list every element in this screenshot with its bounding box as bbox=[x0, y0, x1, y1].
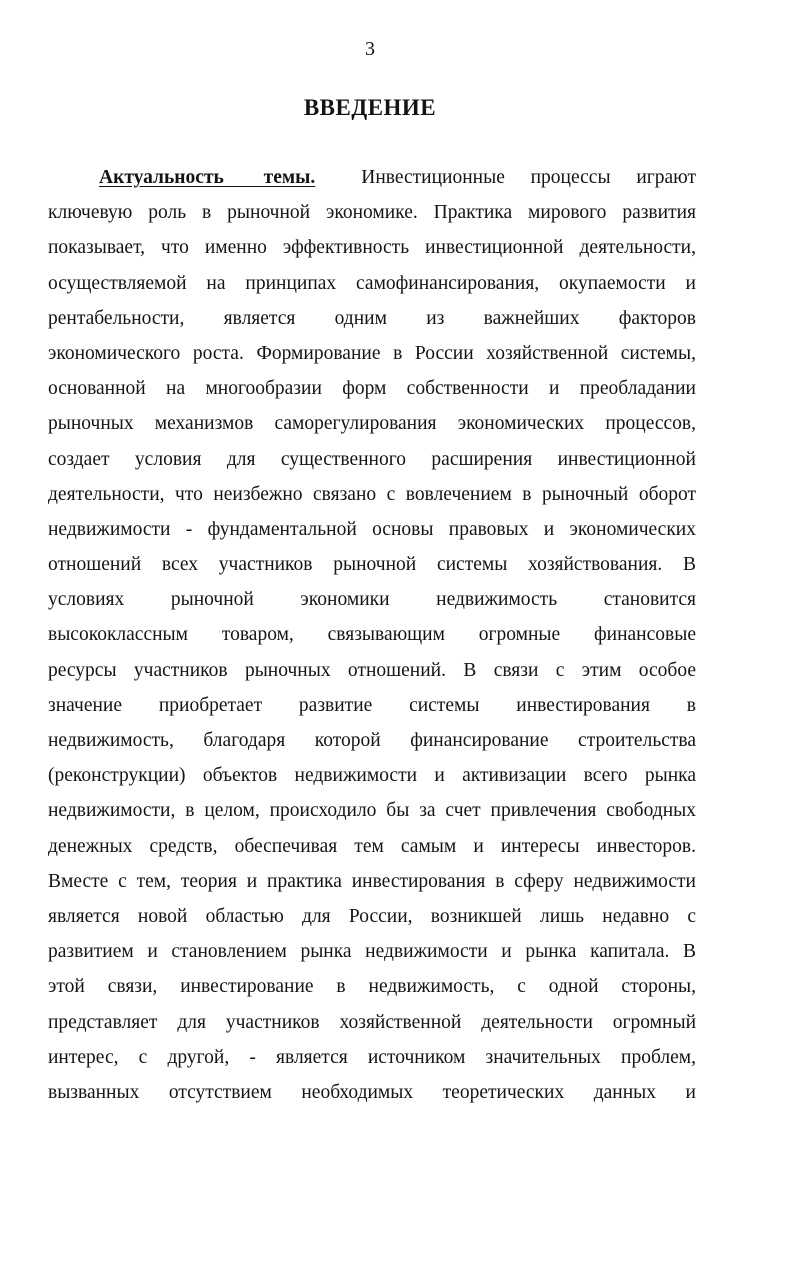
paragraph-line: ключевую роль в рыночной экономике. Практика мирового развития bbox=[48, 202, 696, 224]
paragraph-line: рыночных механизмов саморегулирования экономических процессов, bbox=[48, 413, 696, 435]
page-number: 3 bbox=[365, 38, 375, 60]
paragraph-line: деятельности, что неизбежно связано с вовлечением в рыночный оборот bbox=[48, 483, 696, 505]
paragraph-line: Вместе с тем, теория и практика инвестирования в сферу недвижимости bbox=[48, 870, 696, 892]
paragraph-line: условиях рыночной экономики недвижимость становится bbox=[48, 589, 696, 611]
lead-phrase: Актуальность темы. bbox=[99, 167, 316, 188]
paragraph-line: недвижимость, благодаря которой финансирование строительства bbox=[48, 730, 696, 751]
paragraph-line: этой связи, инвестирование в недвижимость, с одной стороны, bbox=[48, 976, 696, 998]
paragraph-first-line-text: Инвестиционные процессы играют bbox=[361, 167, 696, 188]
paragraph-line: значение приобретает развитие системы инвестирования в bbox=[48, 694, 696, 716]
paragraph-line: недвижимости, в целом, происходило бы за счет привлечения свободных bbox=[48, 800, 696, 822]
paragraph-line: высококлассным товаром, связывающим огромные финансовые bbox=[48, 624, 696, 646]
body-paragraph bbox=[48, 160, 696, 1110]
paragraph-line: рентабельности, является одним из важнейших факторов bbox=[48, 307, 696, 329]
paragraph-line: отношений всех участников рыночной системы хозяйствования. В bbox=[48, 554, 696, 576]
paragraph-line: экономического роста. Формирование в России хозяйственной системы, bbox=[48, 342, 696, 364]
paragraph-line: ресурсы участников рыночных отношений. В связи с этим особое bbox=[48, 659, 696, 681]
paragraph-line: показывает, что именно эффективность инвестиционной деятельности, bbox=[48, 237, 696, 259]
paragraph-line: является новой областью для России, возникшей лишь недавно с bbox=[48, 905, 696, 927]
paragraph-line: недвижимости - фундаментальной основы правовых и экономических bbox=[48, 518, 696, 540]
paragraph-line: интерес, с другой, - является источником значительных проблем, bbox=[48, 1046, 696, 1068]
paragraph-first-line bbox=[48, 160, 696, 195]
paragraph-line: (реконструкции) объектов недвижимости и активизации всего рынка bbox=[48, 765, 696, 787]
paragraph-line: развитием и становлением рынка недвижимости и рынка капитала. В bbox=[48, 941, 696, 963]
paragraph-line: создает условия для существенного расширения инвестиционной bbox=[48, 448, 696, 470]
paragraph-line: основанной на многообразии форм собственности и преобладании bbox=[48, 378, 696, 400]
paragraph-line: вызванных отсутствием необходимых теоретических данных и bbox=[48, 1081, 696, 1103]
paragraph-line: осуществляемой на принципах самофинансирования, окупаемости и bbox=[48, 272, 696, 294]
paragraph-line: представляет для участников хозяйственной деятельности огромный bbox=[48, 1011, 696, 1033]
section-heading: ВВЕДЕНИЕ bbox=[303, 95, 437, 120]
paragraph-line: денежных средств, обеспечивая тем самым и интересы инвесторов. bbox=[48, 835, 696, 857]
